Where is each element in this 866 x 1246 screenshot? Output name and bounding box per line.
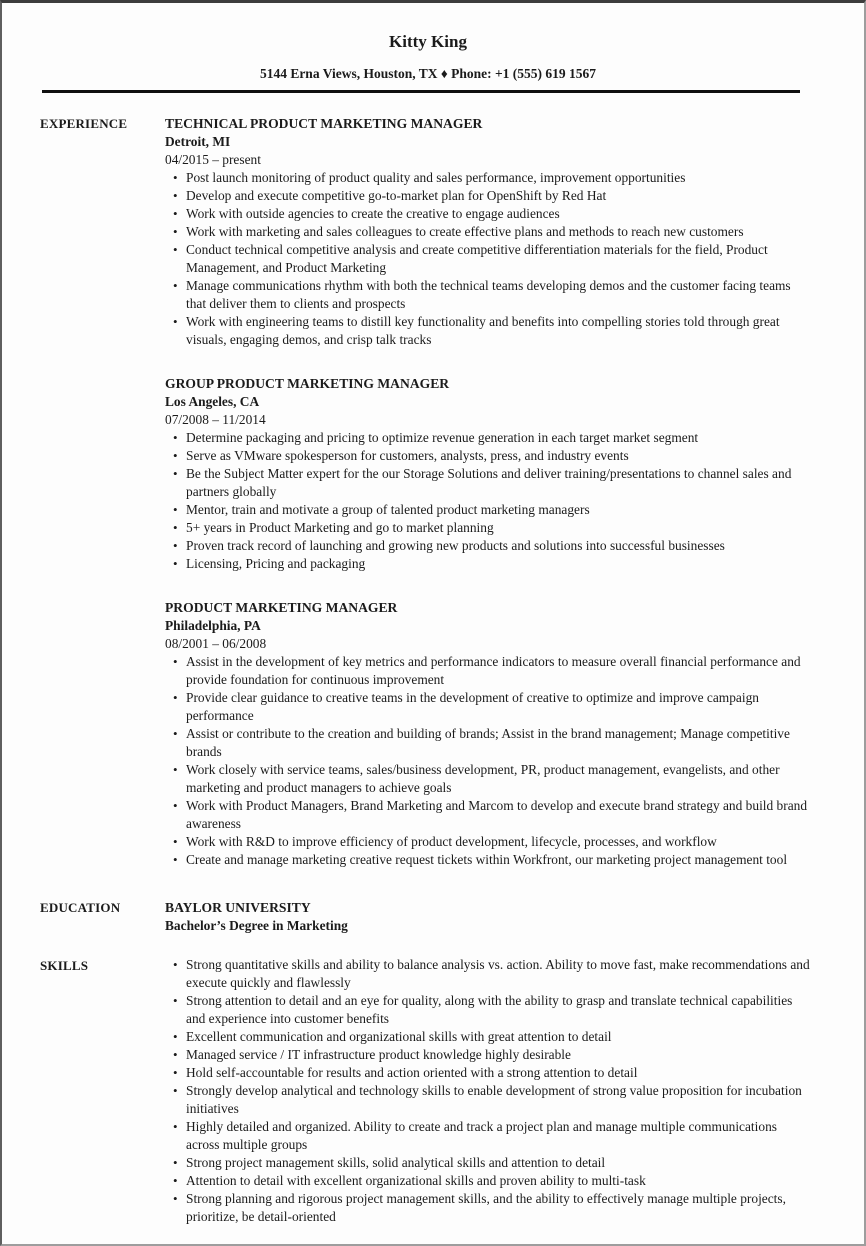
section-education <box>40 898 816 935</box>
job-bullet: • Assist or contribute to the creation and building of brands; Assist in the brand management; Manage competitive brands <box>186 725 813 761</box>
job-bullet: • Work with Product Managers, Brand Marketing and Marcom to develop and execute brand strategy and build brand awareness <box>186 797 813 833</box>
skill-bullet: • Strong planning and rigorous project management skills, and the ability to effectively manage multiple projects, prioritize, be detail-oriented <box>186 1190 813 1226</box>
contact-line: 5144 Erna Views, Houston, TX ♦ Phone: +1 (555) 619 1567 <box>259 66 597 81</box>
job-title: GROUP PRODUCT MARKETING MANAGER <box>165 376 450 391</box>
skill-bullet: • Attention to detail with excellent organizational skills and proven ability to multi-task <box>186 1172 813 1190</box>
education-content <box>165 898 813 935</box>
job-bullet: • 5+ years in Product Marketing and go to market planning <box>186 519 813 537</box>
job-entry-3 <box>165 598 813 869</box>
job-dates: 08/2001 – 06/2008 <box>165 636 267 651</box>
job-location: Detroit, MI <box>165 134 231 149</box>
job-bullet: • Work with R&D to improve efficiency of product development, lifecycle, processes, and workflow <box>186 833 813 851</box>
job-bullet: • Post launch monitoring of product quality and sales performance, improvement opportunities <box>186 169 813 187</box>
section-label-skills: SKILLS <box>40 958 89 973</box>
job-dates: 04/2015 – present <box>165 152 261 167</box>
skill-bullet: • Highly detailed and organized. Ability to create and track a project plan and manage multiple communications across multiple groups <box>186 1118 813 1154</box>
header-divider <box>42 90 800 93</box>
job-bullet: • Work closely with service teams, sales/business development, PR, product management, evangelists, and other marketing and product managers to achieve goals <box>186 761 813 797</box>
job-entry-1 <box>165 114 813 349</box>
job-location: Philadelphia, PA <box>165 618 261 633</box>
job-bullet: • Conduct technical competitive analysis and create competitive differentiation materials for the field, Product Management, and Product Marketing <box>186 241 813 277</box>
job-bullet: • Serve as VMware spokesperson for customers, analysts, press, and industry events <box>186 447 813 465</box>
section-skills <box>40 956 816 1226</box>
skill-bullet: • Hold self-accountable for results and action oriented with a strong attention to detail <box>186 1064 813 1082</box>
job-dates: 07/2008 – 11/2014 <box>165 412 266 427</box>
section-label-experience: EXPERIENCE <box>40 116 128 131</box>
job-bullet: • Licensing, Pricing and packaging <box>186 555 813 573</box>
person-name: Kitty King <box>389 32 467 51</box>
job-bullet: • Create and manage marketing creative request tickets within Workfront, our marketing project management tool <box>186 851 813 869</box>
resume-header <box>40 31 816 83</box>
job-bullet: • Determine packaging and pricing to optimize revenue generation in each target market segment <box>186 429 813 447</box>
job-title: TECHNICAL PRODUCT MARKETING MANAGER <box>165 116 483 131</box>
degree: Bachelor’s Degree in Marketing <box>165 918 348 933</box>
experience-content <box>165 114 813 869</box>
job-location: Los Angeles, CA <box>165 394 260 409</box>
job-bullet: • Work with marketing and sales colleagues to create effective plans and methods to reach new customers <box>186 223 813 241</box>
job-bullet-list <box>165 653 813 869</box>
job-bullet: • Mentor, train and motivate a group of talented product marketing managers <box>186 501 813 519</box>
job-bullet: • Provide clear guidance to creative teams in the development of creative to optimize and improve campaign performance <box>186 689 813 725</box>
school-name: BAYLOR UNIVERSITY <box>165 900 311 915</box>
job-bullet: • Develop and execute competitive go-to-market plan for OpenShift by Red Hat <box>186 187 813 205</box>
job-bullet: • Proven track record of launching and growing new products and solutions into successful businesses <box>186 537 813 555</box>
skills-content <box>165 956 813 1226</box>
job-title: PRODUCT MARKETING MANAGER <box>165 600 398 615</box>
skill-bullet: • Excellent communication and organizational skills with great attention to detail <box>186 1028 813 1046</box>
skill-bullet: • Managed service / IT infrastructure product knowledge highly desirable <box>186 1046 813 1064</box>
skill-bullet: • Strong project management skills, solid analytical skills and attention to detail <box>186 1154 813 1172</box>
skill-bullet: • Strong quantitative skills and ability to balance analysis vs. action. Ability to move fast, make recommendations and execute quickly and flawlessly <box>186 956 813 992</box>
job-bullet: • Work with engineering teams to distill key functionality and benefits into compelling stories told through great visuals, engaging demos, and crisp talk tracks <box>186 313 813 349</box>
skills-bullet-list <box>165 956 813 1226</box>
skill-bullet: • Strong attention to detail and an eye for quality, along with the ability to grasp and translate technical capabilities and experience into customer benefits <box>186 992 813 1028</box>
job-bullet: • Work with outside agencies to create the creative to engage audiences <box>186 205 813 223</box>
section-experience <box>40 114 816 869</box>
job-bullet: • Be the Subject Matter expert for the our Storage Solutions and deliver training/presentations to channel sales and partners globally <box>186 465 813 501</box>
skill-bullet: • Strongly develop analytical and technology skills to enable development of strong value proposition for incubation initiatives <box>186 1082 813 1118</box>
job-bullet: • Manage communications rhythm with both the technical teams developing demos and the customer facing teams that deliver them to clients and prospects <box>186 277 813 313</box>
job-bullet: • Assist in the development of key metrics and performance indicators to measure overall financial performance and provide foundation for continuous improvement <box>186 653 813 689</box>
job-bullet-list <box>165 429 813 573</box>
job-entry-2 <box>165 374 813 573</box>
section-label-education: EDUCATION <box>40 900 121 915</box>
job-bullet-list <box>165 169 813 349</box>
